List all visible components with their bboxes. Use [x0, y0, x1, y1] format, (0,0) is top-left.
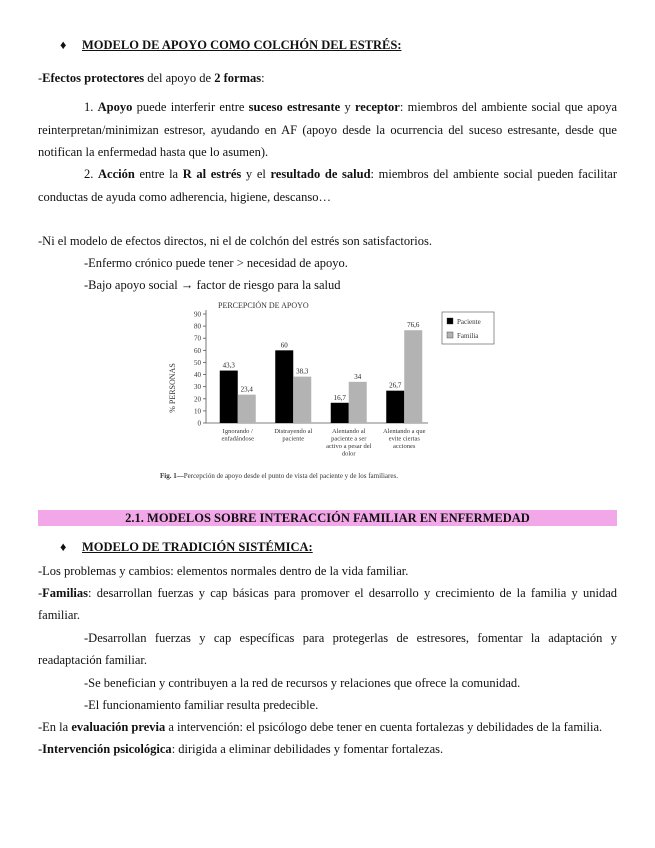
x-category-label: paciente [282, 435, 305, 443]
bold-text: suceso estresante [248, 100, 341, 114]
y-tick-label: 60 [194, 346, 201, 355]
support-perception-chart [160, 296, 500, 484]
bar-value-label: 60 [280, 341, 288, 350]
text: entre la [134, 167, 183, 181]
para1-line1 [84, 99, 617, 116]
bold-text: Acción [98, 167, 135, 181]
x-category-label: Alentando al [332, 428, 366, 435]
y-tick-label: 40 [194, 371, 201, 380]
diamond-bullet-icon: ♦ [60, 540, 67, 554]
y-tick-label: 30 [194, 383, 201, 392]
y-tick-label: 0 [197, 419, 201, 428]
bar-paciente [386, 391, 404, 423]
text: : desarrollan fuerzas y cap básicas para promover el desarrollo y crecimiento de la familia y unidad [88, 586, 617, 600]
bold-text: 2 formas [214, 71, 262, 85]
x-category-label: dolor [341, 450, 356, 458]
para2-line2: conductas de ayuda como adherencia, higiene, descanso… [38, 190, 331, 204]
section-heading-apoyo [60, 37, 401, 54]
bold-text: Apoyo [97, 100, 133, 114]
chart-caption [160, 472, 398, 480]
text: : dirigida a eliminar debilidades y fomentar fortalezas. [171, 742, 444, 756]
families-line1 [38, 585, 617, 602]
bold-text: Intervención psicológica [42, 742, 172, 756]
para2-line1 [84, 166, 617, 183]
x-category-label: Distrayendo al [274, 428, 313, 435]
x-category-label: enfadándose [221, 435, 254, 443]
bar-familia [293, 377, 311, 423]
bold-text: R al estrés [182, 167, 242, 181]
text: del apoyo de [144, 71, 215, 85]
x-category-label: Ignorando / [222, 428, 253, 435]
text: : miembros del ambiente social que apoya [399, 100, 618, 114]
develop-line2: readaptación familiar. [38, 653, 147, 667]
bar-familia [349, 382, 367, 423]
neither-line: -Ni el modelo de efectos directos, ni el de colchón del estrés son satisfactorios. [38, 234, 432, 248]
section-heading-sistemica [60, 539, 313, 556]
y-tick-label: 50 [194, 358, 201, 367]
y-tick-label: 80 [194, 322, 201, 331]
bold-text: receptor [354, 100, 400, 114]
text: - [38, 742, 43, 756]
para1-line2: reinterpretan/minimizan estresor, ayudando en AF (apoyo desde la ocurrencia del suceso estresante, desde que [38, 123, 617, 137]
heading-text: MODELO DE TRADICIÓN SISTÉMICA: [82, 540, 313, 554]
bar-familia [404, 330, 422, 423]
legend-label: Paciente [457, 318, 481, 326]
predictable-line: -El funcionamiento familiar resulta predecible. [84, 698, 319, 712]
chart-legend [442, 312, 494, 344]
caption-bold: Fig. 1— [160, 472, 184, 480]
benefit-line: -Se benefician y contribuyen a la red de recursos y relaciones que ofrece la comunidad. [84, 676, 521, 690]
x-category-label: activo a pesar del [326, 443, 372, 450]
bar-familia [238, 395, 256, 423]
families-line2: familiar. [38, 608, 80, 622]
text: puede interferir entre [132, 100, 249, 114]
para1-line3: notifican la enfermedad hasta que lo asumen). [38, 145, 269, 159]
bars-group [220, 321, 423, 423]
section-band-title: 2.1. MODELOS SOBRE INTERACCIÓN FAMILIAR EN ENFERMEDAD [38, 510, 617, 526]
problems-line: -Los problemas y cambios: elementos normales dentro de la vida familiar. [38, 564, 409, 578]
sub-item-2: -Bajo apoyo social → factor de riesgo para la salud [84, 278, 341, 292]
text: y [340, 100, 355, 114]
legend-label: Familia [457, 332, 479, 340]
y-tick-label: 10 [194, 407, 201, 416]
x-category-label: paciente a ser [331, 435, 367, 443]
bold-text: resultado de salud [270, 167, 371, 181]
caption-text: Percepción de apoyo desde el punto de vista del paciente y de los familiares. [183, 472, 398, 480]
bar-paciente [331, 403, 349, 423]
effects-line [38, 70, 265, 87]
y-tick-label: 70 [194, 334, 201, 343]
bar-paciente [220, 371, 238, 423]
chart-title: PERCEPCIÓN DE APOYO [218, 301, 309, 310]
bold-text: evaluación previa [71, 720, 166, 734]
y-tick-label: 90 [194, 310, 201, 319]
x-category-label: evite ciertas [388, 435, 420, 443]
sub-item-1: -Enfermo crónico puede tener > necesidad de apoyo. [84, 256, 348, 270]
bar-value-label: 43,3 [222, 361, 235, 370]
x-axis-labels [222, 428, 426, 458]
text: : miembros del ambiente social pueden facilitar [370, 167, 618, 181]
legend-swatch [447, 332, 453, 338]
text: : [261, 71, 265, 85]
text: - [38, 586, 43, 600]
y-tick-label: 20 [194, 395, 201, 404]
text: 2. [84, 167, 99, 181]
heading-text: MODELO DE APOYO COMO COLCHÓN DEL ESTRÉS: [82, 38, 402, 52]
bold-text: Efectos protectores [42, 71, 145, 85]
y-axis-label: % PERSONAS [168, 363, 177, 413]
x-category-label: Alentando a que [382, 428, 426, 435]
x-category-label: acciones [393, 443, 416, 450]
text: a intervención: el psicólogo debe tener en cuenta fortalezas y debilidades de la familia. [165, 720, 603, 734]
bar-paciente [275, 350, 293, 423]
text: -En la [38, 720, 72, 734]
develop-line1: -Desarrollan fuerzas y cap específicas para protegerlas de estresores, fomentar la adaptación y [84, 631, 617, 645]
bar-value-label: 23,4 [240, 385, 253, 394]
text: y el [241, 167, 271, 181]
evaluation-line [38, 719, 602, 736]
intervention-line [38, 741, 443, 758]
text: - [38, 71, 43, 85]
text: 1. [84, 100, 98, 114]
bar-value-label: 34 [354, 372, 362, 381]
bar-value-label: 16,7 [333, 393, 346, 402]
diamond-bullet-icon: ♦ [60, 38, 67, 52]
bar-value-label: 38,3 [296, 367, 309, 376]
bold-text: Familias [42, 586, 89, 600]
bar-value-label: 26,7 [389, 381, 402, 390]
legend-swatch [447, 318, 453, 324]
bar-value-label: 76,6 [407, 321, 420, 330]
